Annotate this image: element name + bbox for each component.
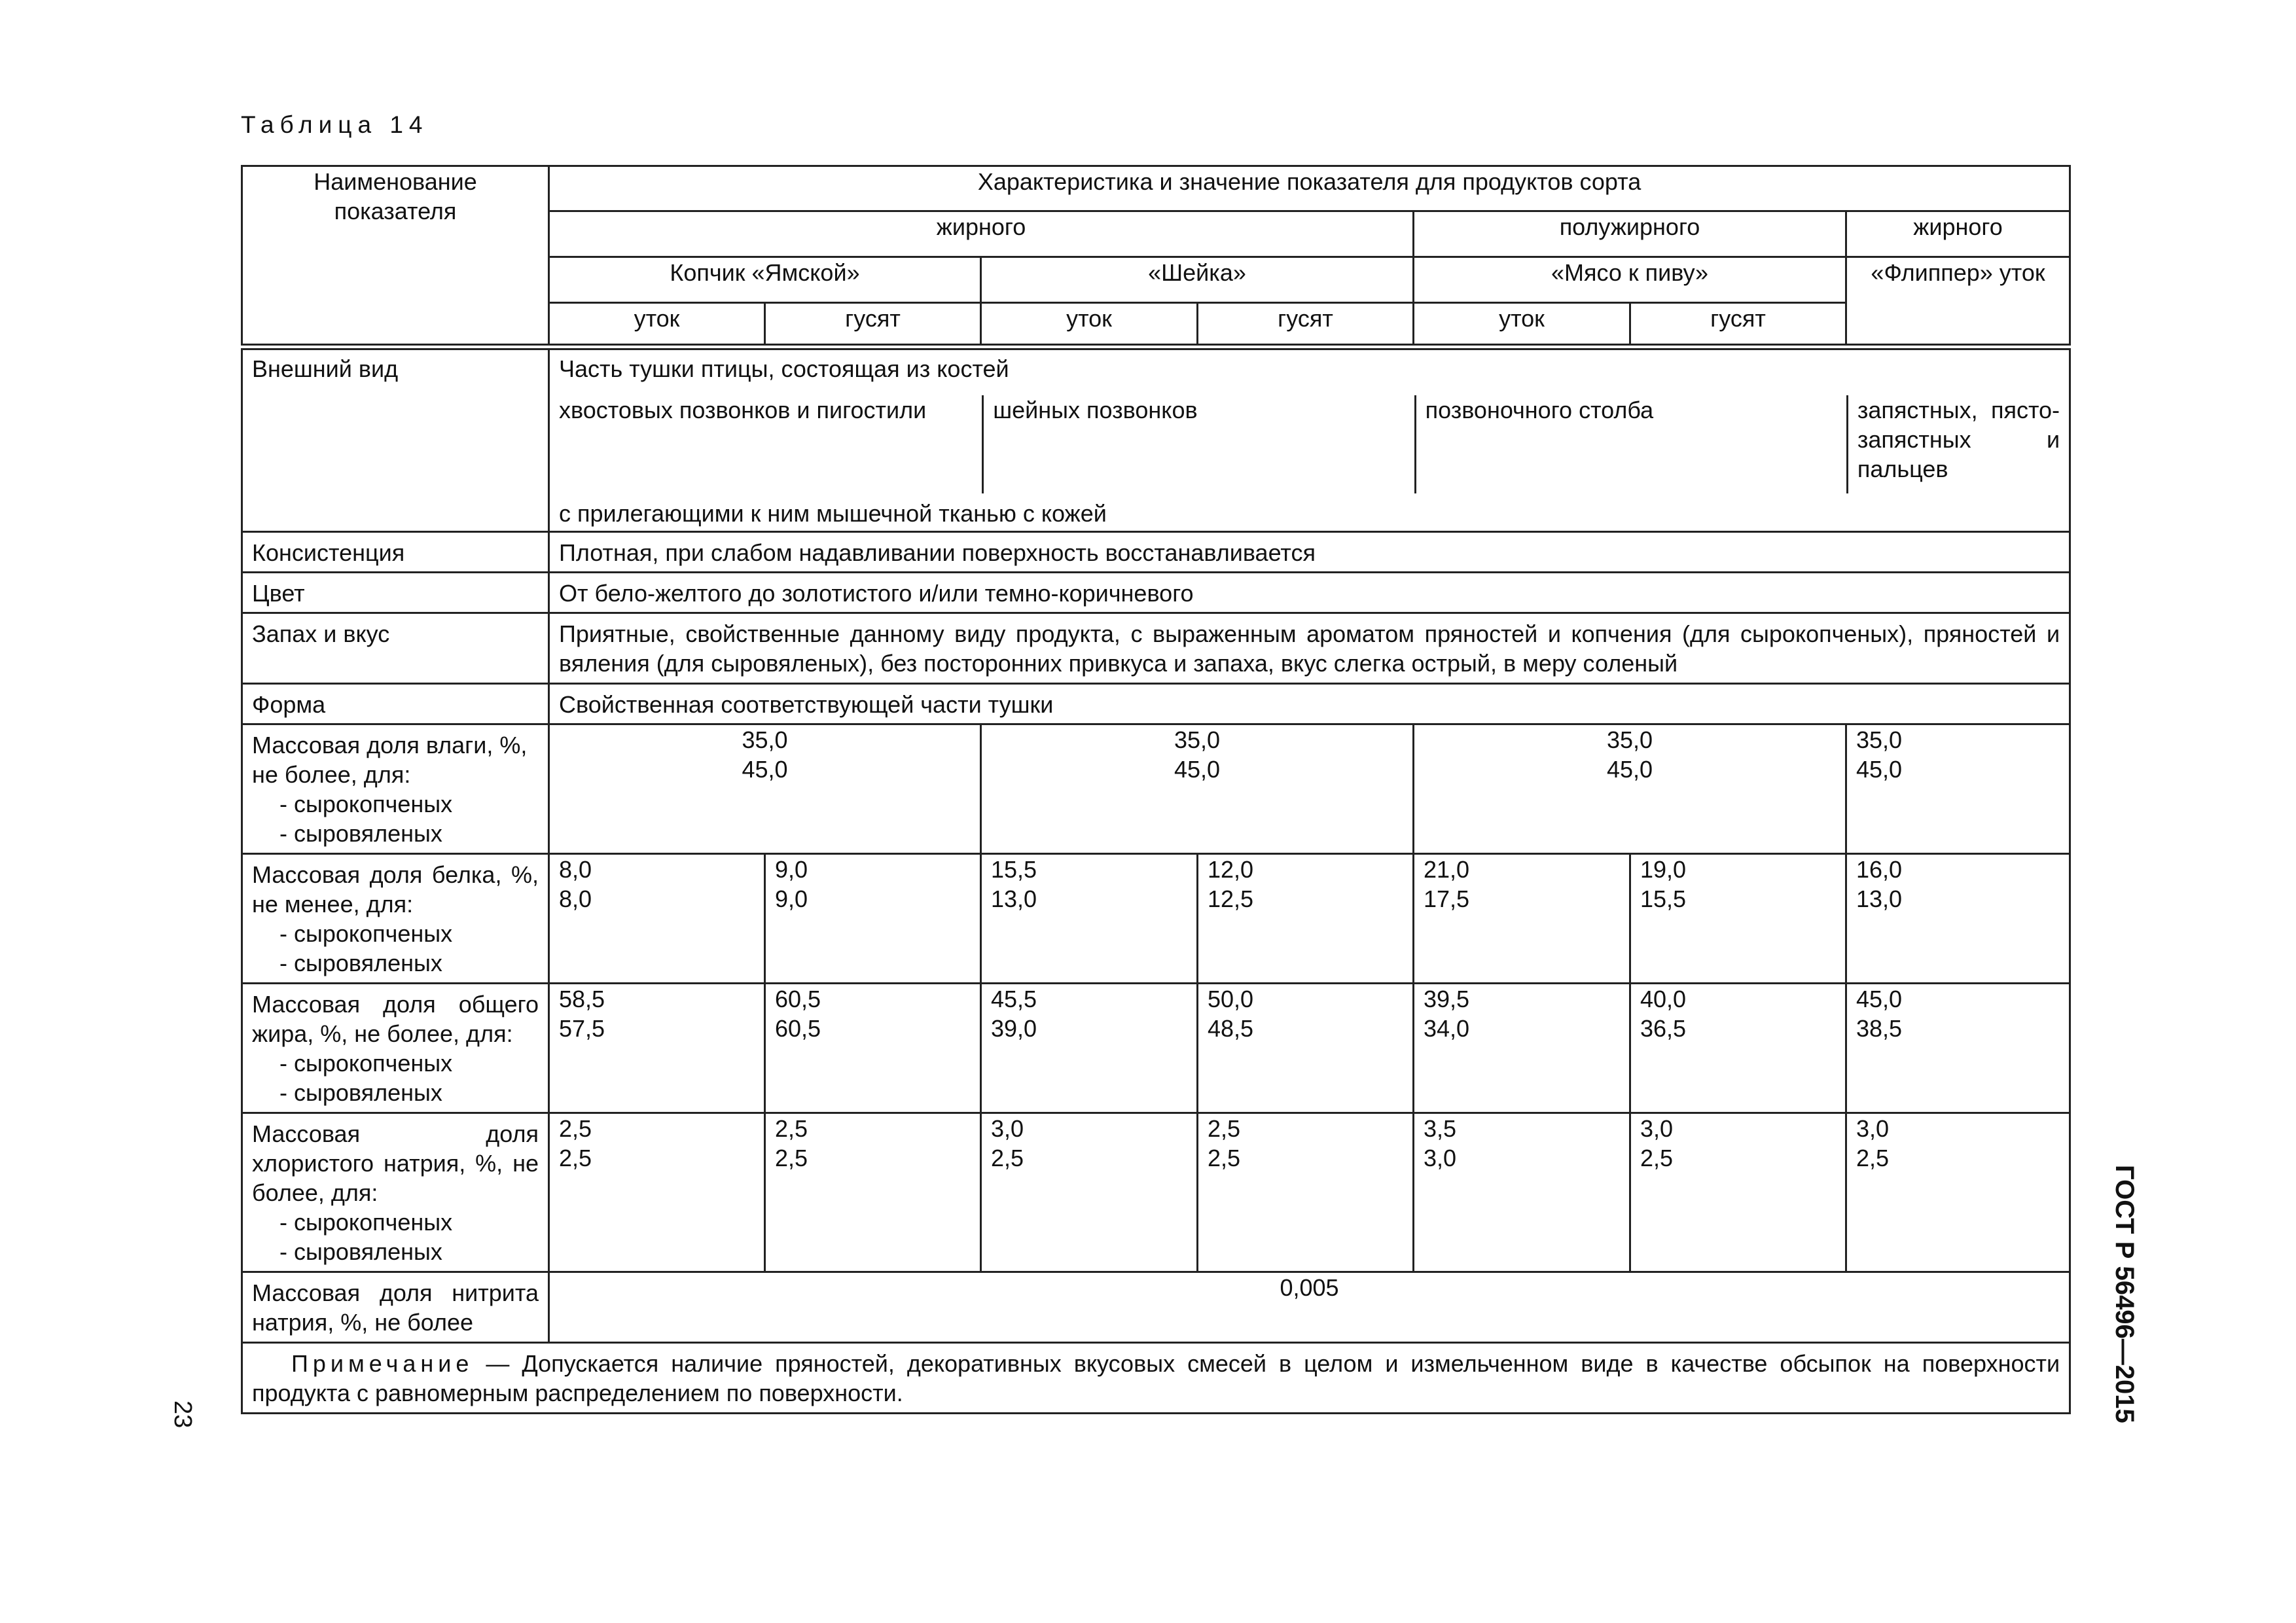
header-sort: жирного bbox=[549, 211, 1414, 257]
salt-cell: 3,5 3,0 bbox=[1414, 1113, 1630, 1272]
sub-dried-label: - сыровяленых bbox=[279, 1079, 442, 1106]
header-product: Копчик «Ямской» bbox=[549, 257, 981, 303]
row-fat bbox=[242, 983, 2070, 1113]
header-product: «Флиппер» уток bbox=[1846, 257, 2070, 347]
fat-cell: 40,0 36,5 bbox=[1630, 983, 1846, 1113]
row-label: Внешний вид bbox=[242, 347, 549, 532]
row-form bbox=[242, 683, 2070, 724]
row-label: Массовая доля нитрита натрия, %, не более bbox=[242, 1272, 549, 1342]
protein-cell: 21,0 17,5 bbox=[1414, 853, 1630, 983]
header-bird: гусят bbox=[1198, 303, 1414, 347]
row-label bbox=[242, 1113, 549, 1272]
appearance-bottom: с прилегающими к ним мышечной тканью с кожей bbox=[559, 499, 1107, 527]
header-row-1 bbox=[242, 166, 2070, 211]
salt-cell: 3,0 2,5 bbox=[1846, 1113, 2070, 1272]
sub-smoked-label: - сырокопченых bbox=[279, 790, 453, 817]
param-label: Массовая доля общего жира, %, не более, для: bbox=[252, 990, 539, 1047]
appearance-value bbox=[549, 347, 2070, 532]
appearance-part: позвоночного столба bbox=[1414, 395, 1846, 493]
color-value: От бело-желтого до золотистого и/или темно-коричневого bbox=[549, 572, 2070, 613]
consistency-value: Плотная, при слабом надавливании поверхность восстанавливается bbox=[549, 531, 2070, 572]
protein-cell: 19,0 15,5 bbox=[1630, 853, 1846, 983]
page-number: 23 bbox=[169, 1400, 196, 1429]
appearance-top: Часть тушки птицы, состоящая из костей bbox=[559, 355, 1009, 382]
row-moisture bbox=[242, 724, 2070, 853]
header-bird: уток bbox=[1414, 303, 1630, 347]
standard-number: ГОСТ Р 56496—2015 bbox=[2110, 1165, 2139, 1423]
sub-dried-label: - сыровяленых bbox=[279, 819, 442, 847]
header-sort: жирного bbox=[1846, 211, 2070, 257]
salt-cell: 2,5 2,5 bbox=[1198, 1113, 1414, 1272]
appearance-part: хвостовых позвонков и пигостили bbox=[559, 396, 927, 423]
protein-cell: 16,0 13,0 bbox=[1846, 853, 2070, 983]
param-label: Массовая доля влаги, %, не более, для: bbox=[252, 731, 528, 788]
row-protein bbox=[242, 853, 2070, 983]
protein-cell: 9,0 9,0 bbox=[765, 853, 981, 983]
nitrite-value: 0,005 bbox=[549, 1272, 2070, 1342]
appearance-part: запястных, пясто-запястных и пальцев bbox=[1846, 395, 2069, 493]
protein-cell: 8,0 8,0 bbox=[549, 853, 765, 983]
note-prefix: Примечание bbox=[291, 1349, 474, 1377]
sub-smoked-label: - сырокопченых bbox=[279, 919, 453, 947]
header-name-col: Наименование показателя bbox=[242, 166, 549, 347]
salt-cell: 2,5 2,5 bbox=[549, 1113, 765, 1272]
fat-cell: 50,0 48,5 bbox=[1198, 983, 1414, 1113]
smell-value: Приятные, свойственные данному виду продукта, с выраженным ароматом пряностей и копчения (для сырокопченых), пряностей и вяления (для сыровяленых), без посторонних привкуса и запаха, вкус слегка острый, в меру соленый bbox=[549, 613, 2070, 683]
row-label: Консистенция bbox=[242, 531, 549, 572]
header-product: «Шейка» bbox=[981, 257, 1414, 303]
moisture-cell: 35,0 45,0 bbox=[549, 724, 981, 853]
moisture-cell: 35,0 45,0 bbox=[1414, 724, 1846, 853]
row-appearance bbox=[242, 347, 2070, 532]
fat-cell: 45,5 39,0 bbox=[981, 983, 1198, 1113]
note bbox=[242, 1342, 2070, 1413]
sub-dried-label: - сыровяленых bbox=[279, 949, 442, 976]
header-product: «Мясо к пиву» bbox=[1414, 257, 1846, 303]
param-label: Массовая доля белка, %, не менее, для: bbox=[252, 861, 539, 918]
row-label bbox=[242, 853, 549, 983]
sub-dried-label: - сыровяленых bbox=[279, 1238, 442, 1265]
header-sort: полужирного bbox=[1414, 211, 1846, 257]
row-nitrite bbox=[242, 1272, 2070, 1342]
row-label bbox=[242, 983, 549, 1113]
row-note bbox=[242, 1342, 2070, 1413]
fat-cell: 58,5 57,5 bbox=[549, 983, 765, 1113]
row-color bbox=[242, 572, 2070, 613]
note-text: — Допускается наличие пряностей, декоративных вкусовых смесей в целом и измельченном виде в качестве обсыпок на поверхности продукта с равномерным распределением по поверхности. bbox=[252, 1349, 2060, 1406]
row-label bbox=[242, 724, 549, 853]
fat-cell: 60,5 60,5 bbox=[765, 983, 981, 1113]
row-label: Цвет bbox=[242, 572, 549, 613]
fat-cell: 39,5 34,0 bbox=[1414, 983, 1630, 1113]
header-bird: гусят bbox=[765, 303, 981, 347]
salt-cell: 2,5 2,5 bbox=[765, 1113, 981, 1272]
row-label: Форма bbox=[242, 683, 549, 724]
header-group-title: Характеристика и значение показателя для продуктов сорта bbox=[549, 166, 2070, 211]
param-label: Массовая доля хлористого натрия, %, не более, для: bbox=[252, 1120, 539, 1206]
row-consistency bbox=[242, 531, 2070, 572]
appearance-parts bbox=[550, 395, 2069, 493]
sub-smoked-label: - сырокопченых bbox=[279, 1049, 453, 1077]
form-value: Свойственная соответствующей части тушки bbox=[549, 683, 2070, 724]
table-caption: Таблица 14 bbox=[241, 111, 429, 138]
sub-smoked-label: - сырокопченых bbox=[279, 1208, 453, 1236]
header-bird: гусят bbox=[1630, 303, 1846, 347]
row-salt bbox=[242, 1113, 2070, 1272]
row-label: Запах и вкус bbox=[242, 613, 549, 683]
moisture-cell: 35,0 45,0 bbox=[1846, 724, 2070, 853]
header-bird: уток bbox=[981, 303, 1198, 347]
protein-cell: 15,5 13,0 bbox=[981, 853, 1198, 983]
moisture-cell: 35,0 45,0 bbox=[981, 724, 1414, 853]
requirements-table bbox=[241, 165, 2071, 1414]
fat-cell: 45,0 38,5 bbox=[1846, 983, 2070, 1113]
protein-cell: 12,0 12,5 bbox=[1198, 853, 1414, 983]
row-smell bbox=[242, 613, 2070, 683]
header-bird: уток bbox=[549, 303, 765, 347]
salt-cell: 3,0 2,5 bbox=[981, 1113, 1198, 1272]
appearance-part: шейных позвонков bbox=[982, 395, 1414, 493]
salt-cell: 3,0 2,5 bbox=[1630, 1113, 1846, 1272]
